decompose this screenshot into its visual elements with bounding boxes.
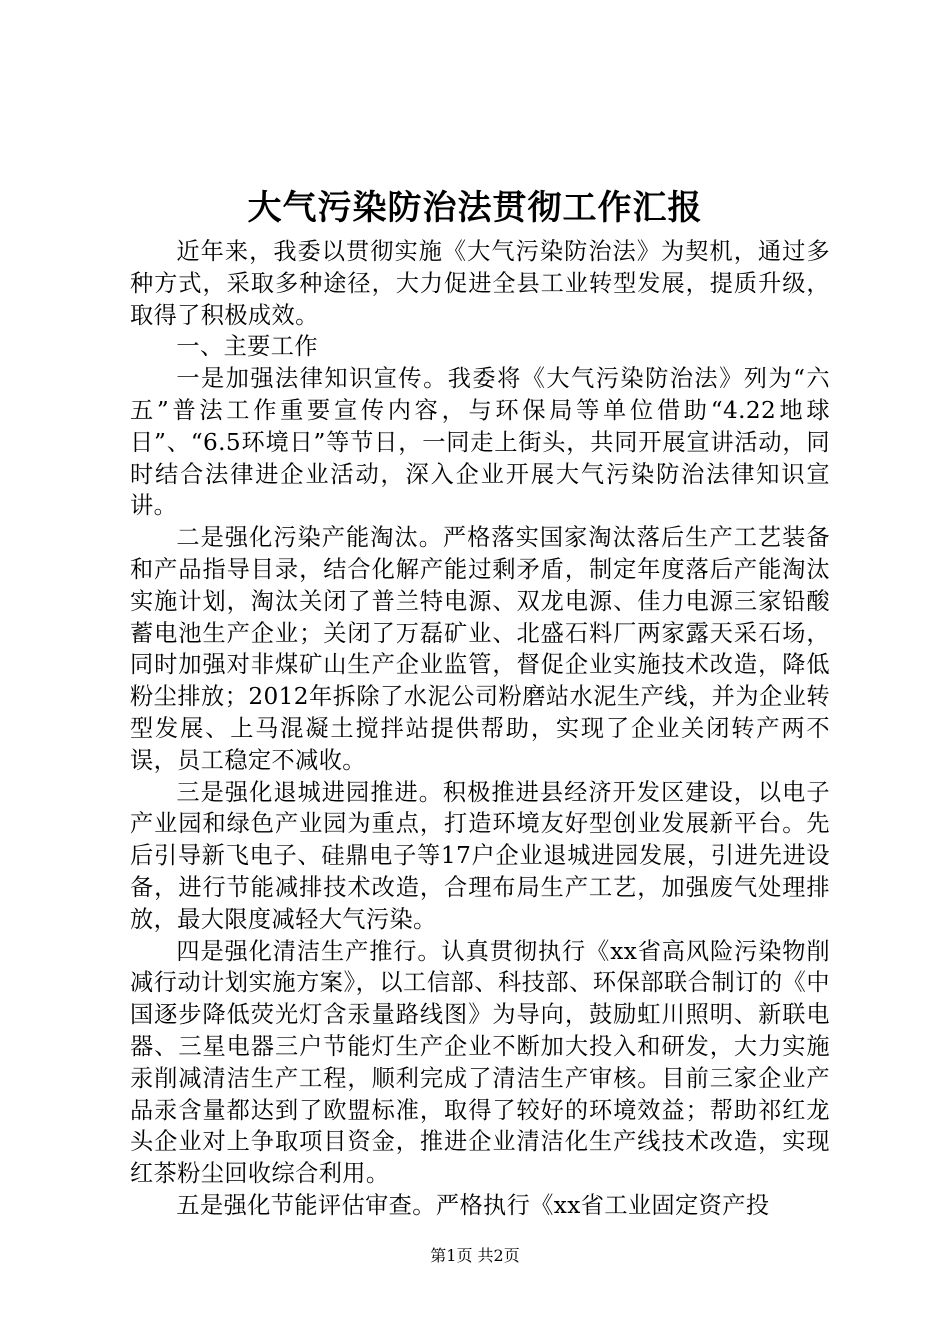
paragraph-item-3: 三是强化退城进园推进。积极推进县经济开发区建设，以电子产业园和绿色产业园为重点，打造环境友好型创业发展新平台。先后引导新飞电子、硅鼎电子等17户企业退城进园发展，引进先进设备，进行节能减排技术改造，合理布局生产工艺，加强废气处理排放，最大限度减轻大气污染。 <box>130 778 830 933</box>
document-body <box>130 236 830 1222</box>
page-footer <box>0 1244 950 1268</box>
page-number-current: 第1页 <box>430 1246 473 1265</box>
paragraph-item-5: 五是强化节能评估审查。严格执行《xx省工业固定资产投 <box>176 1191 770 1219</box>
paragraph-item-2: 二是强化污染产能淘汰。严格落实国家淘汰落后生产工艺装备和产品指导目录，结合化解产能过剩矛盾，制定年度落后产能淘汰实施计划，淘汰关闭了普兰特电源、双龙电源、佳力电源三家铅酸蓄电池生产企业；关闭了万磊矿业、北盛石料厂两家露天采石场，同时加强对非煤矿山生产企业监管，督促企业实施技术改造，降低粉尘排放；2012年拆除了水泥公司粉磨站水泥生产线，并为企业转型发展、上马混凝土搅拌站提供帮助，实现了企业关闭转产两不误，员工稳定不减收。 <box>130 524 830 774</box>
document-title: 大气污染防治法贯彻工作汇报 <box>247 188 703 228</box>
paragraph-item-4: 四是强化清洁生产推行。认真贯彻执行《xx省高风险污染物削减行动计划实施方案》，以工信部、科技部、环保部联合制订的《中国逐步降低荧光灯含汞量路线图》为导向，鼓励虹川照明、新联电器、三星电器三户节能灯生产企业不断加大投入和研发，大力实施汞削减清洁生产工程，顺利完成了清洁生产审核。目前三家企业产品汞含量都达到了欧盟标准，取得了较好的环境效益；帮助祁红龙头企业对上争取项目资金，推进企业清洁化生产线技术改造，实现红茶粉尘回收综合利用。 <box>130 937 830 1188</box>
page-number-total: 共2页 <box>477 1246 520 1265</box>
paragraph-intro: 近年来，我委以贯彻实施《大气污染防治法》为契机，通过多种方式，采取多种途径，大力促进全县工业转型发展，提质升级，取得了积极成效。 <box>130 238 830 329</box>
paragraph-item-1: 一是加强法律知识宣传。我委将《大气污染防治法》列为“六五”普法工作重要宣传内容，与环保局等单位借助“4.22地球日”、“6.5环境日”等节日，一同走上街头，共同开展宣讲活动，同时结合法律进企业活动，深入企业开展大气污染防治法律知识宣讲。 <box>130 365 830 520</box>
section-heading: 一、主要工作 <box>176 333 318 361</box>
